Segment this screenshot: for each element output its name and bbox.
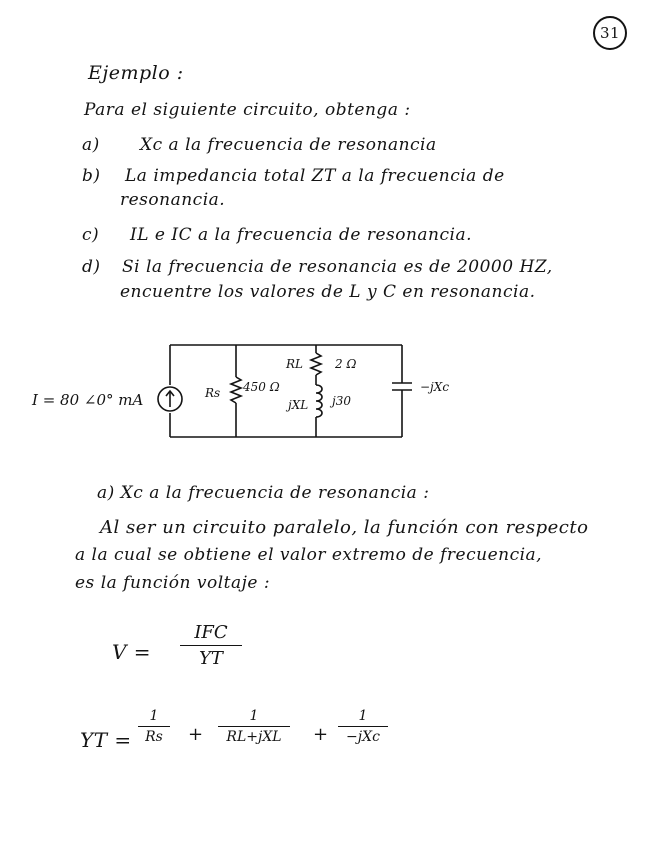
eq2-term-2-den: RL+jXL	[226, 729, 282, 745]
solution-line-3: es la función voltaje :	[75, 573, 271, 593]
solution-line-2: a la cual se obtiene el valor extremo de frecuencia,	[75, 545, 543, 565]
eq2-term-3-num: 1	[358, 708, 368, 724]
plus-sign-2: +	[313, 724, 329, 745]
eq2-term-1-num: 1	[149, 708, 159, 724]
eq1-lhs: V =	[112, 640, 152, 664]
heading: Ejemplo :	[88, 62, 184, 84]
question-c-label: c)	[82, 225, 100, 245]
fraction-bar	[180, 645, 242, 646]
solution-line-1: Al ser un circuito paralelo, la función con respecto	[100, 517, 589, 538]
intro-text: Para el siguiente circuito, obtenga :	[84, 100, 411, 120]
page-number: 31	[593, 16, 627, 50]
question-a-text: Xc a la frecuencia de resonancia	[140, 135, 437, 155]
source-label: I = 80 ∠0° mA	[32, 391, 144, 409]
eq2-term-1	[138, 708, 170, 745]
question-d-text-cont: encuentre los valores de L y C en resonancia.	[120, 282, 536, 302]
eq2-term-3-den: −jXc	[346, 729, 380, 745]
fraction-bar	[218, 726, 290, 727]
rs-value: 450 Ω	[243, 380, 280, 394]
question-d-label: d)	[82, 257, 101, 277]
circuit-diagram	[0, 335, 657, 455]
rl-label: RL	[286, 357, 304, 371]
question-c-text: IL e IC a la frecuencia de resonancia.	[130, 225, 472, 245]
eq2-term-3	[338, 708, 388, 745]
eq1-numerator: IFC	[194, 622, 228, 643]
question-d-text: Si la frecuencia de resonancia es de 20000 HZ,	[122, 257, 553, 277]
rl-value: 2 Ω	[335, 357, 357, 371]
fraction-bar	[338, 726, 388, 727]
xl-label: jXL	[288, 398, 309, 412]
solution-heading: a) Xc a la frecuencia de resonancia :	[97, 483, 430, 503]
fraction-bar	[138, 726, 170, 727]
xl-value: j30	[332, 394, 351, 408]
question-a-label: a)	[82, 135, 100, 155]
plus-sign-1: +	[188, 724, 204, 745]
eq2-term-2-num: 1	[249, 708, 259, 724]
eq1-fraction	[180, 622, 242, 669]
eq2-term-1-den: Rs	[145, 729, 163, 745]
rs-label: Rs	[205, 386, 221, 400]
eq1-denominator: YT	[199, 648, 223, 669]
question-b-label: b)	[82, 166, 101, 186]
xc-label: −jXc	[420, 380, 450, 394]
eq2-lhs: YT =	[80, 728, 132, 752]
eq2-term-2	[218, 708, 290, 745]
question-b-text: La impedancia total ZT a la frecuencia de	[125, 166, 505, 186]
question-b-text-cont: resonancia.	[120, 190, 226, 210]
